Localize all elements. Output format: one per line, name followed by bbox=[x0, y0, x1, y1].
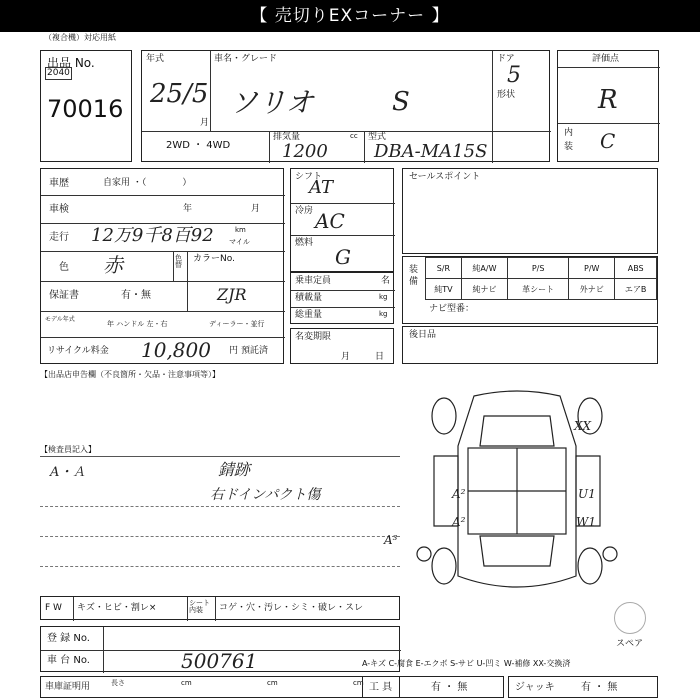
shift-value: AT bbox=[309, 177, 334, 198]
fuel-label: 燃料 bbox=[295, 238, 314, 248]
color-value: 赤 bbox=[103, 253, 123, 277]
mark-a3: A³ bbox=[384, 533, 398, 547]
mile-label: マイル bbox=[229, 238, 250, 246]
rating-score: R bbox=[598, 85, 618, 115]
equip-pw: P/W bbox=[569, 258, 615, 279]
legend-row bbox=[40, 596, 400, 620]
ac-value: AC bbox=[315, 209, 345, 233]
cert-label: 車庫証明用 bbox=[45, 682, 91, 692]
cc-label: cc bbox=[350, 132, 358, 140]
recycle-label: リサイクル料金 bbox=[47, 346, 109, 356]
equip-ps: P/S bbox=[508, 258, 569, 279]
warranty-label: 保証書 bbox=[49, 290, 79, 301]
equipment-box bbox=[402, 256, 658, 324]
legend-fw: F W bbox=[45, 603, 62, 613]
mark-a2-bottom: A² bbox=[452, 515, 466, 529]
lot-label: 出品 No. bbox=[47, 56, 95, 70]
displacement-label: 排気量 bbox=[273, 132, 301, 142]
model-label: 型式 bbox=[368, 132, 387, 142]
recycle-unit: 円 bbox=[229, 346, 239, 356]
weight-label: 総重量 bbox=[295, 310, 323, 320]
weight-unit: kg bbox=[379, 310, 388, 318]
damage-codes: A-キズ C-腐食 E-エクボ S-サビ U-凹ミ W-補修 XX-交換済 bbox=[362, 659, 571, 668]
legend-items-2: コゲ・穴・汚レ・シミ・破レ・スレ bbox=[219, 603, 364, 613]
load-label: 積載量 bbox=[295, 293, 323, 303]
lot-code: 2040 bbox=[47, 68, 70, 78]
name-change-day: 日 bbox=[375, 352, 385, 362]
recycle-value: 10,800 bbox=[141, 338, 211, 362]
model-value: DBA-MA15S bbox=[374, 141, 488, 162]
equip-alloy: 純A/W bbox=[461, 258, 507, 279]
history-label: 車歴 bbox=[49, 178, 69, 189]
mileage-value: 12万9千8百92 bbox=[91, 225, 214, 246]
interior-label-2: 装 bbox=[564, 142, 574, 152]
color-change-label: 色替 bbox=[175, 254, 182, 269]
chassis-value: 500761 bbox=[181, 649, 258, 673]
equip-tv: 純TV bbox=[426, 279, 462, 300]
dealer-label: ディーラー・並行 bbox=[209, 320, 265, 328]
name-change-month: 月 bbox=[341, 352, 351, 362]
equip-navi: 純ナビ bbox=[461, 279, 507, 300]
fuel-value: G bbox=[335, 245, 351, 269]
passengers-label: 乗車定員 bbox=[295, 276, 332, 286]
name-value: ソリオ bbox=[230, 86, 314, 119]
inspection-month: 月 bbox=[251, 204, 261, 214]
mark-w1: W1 bbox=[576, 515, 596, 529]
equip-sr: S/R bbox=[426, 258, 462, 279]
later-items-label: 後日品 bbox=[409, 330, 437, 340]
ac-label: 冷房 bbox=[295, 206, 314, 216]
mark-u1: U1 bbox=[578, 487, 596, 501]
later-items-box bbox=[402, 326, 658, 364]
tools-value: 有 ・ 無 bbox=[431, 682, 468, 693]
passengers-unit: 名 bbox=[381, 276, 391, 286]
equip-airbag: エアB bbox=[615, 279, 657, 300]
equipment-label: 装備 bbox=[409, 265, 419, 287]
lot-number: 70016 bbox=[47, 95, 124, 123]
register-box bbox=[40, 626, 400, 672]
lot-box bbox=[40, 50, 132, 162]
rating-label: 評価点 bbox=[592, 54, 620, 64]
color-label: 色 bbox=[59, 262, 69, 273]
load-unit: kg bbox=[379, 293, 388, 301]
history-box bbox=[40, 168, 284, 364]
warranty-value: 有・無 bbox=[121, 290, 151, 301]
vehicle-box bbox=[141, 50, 550, 162]
inspector-note-3: 右ドインパクト傷 bbox=[210, 487, 321, 503]
jack-box bbox=[508, 676, 658, 698]
sales-point-box bbox=[402, 168, 658, 254]
mark-a2-top: A² bbox=[452, 487, 466, 501]
cm-label-3: cm bbox=[353, 679, 364, 687]
inspector-note-1: A・Ａ bbox=[50, 465, 86, 480]
spare-label: スペア bbox=[616, 639, 644, 649]
form-header: （複合機）対応用紙 bbox=[44, 33, 116, 42]
equip-ext-navi: 外ナビ bbox=[569, 279, 615, 300]
mileage-label: 走行 bbox=[49, 232, 69, 243]
interior-value: C bbox=[600, 129, 616, 153]
equip-abs: ABS bbox=[615, 258, 657, 279]
inspector-label: 【検査員記入】 bbox=[40, 445, 96, 454]
car-diagram bbox=[404, 386, 630, 606]
inspection-year: 年 bbox=[183, 204, 193, 214]
spare-tire-icon bbox=[614, 602, 646, 634]
capacity-box bbox=[290, 272, 394, 324]
cm-label-1: cm bbox=[181, 679, 192, 687]
navi-label: ナビ型番： bbox=[429, 304, 475, 314]
chassis-label: 車 台 No. bbox=[47, 655, 90, 666]
name-change-box bbox=[290, 328, 394, 364]
equip-leather: 革シート bbox=[508, 279, 569, 300]
legend-seat: シート内装 bbox=[189, 599, 210, 614]
door-value: 5 bbox=[507, 63, 521, 88]
name-label: 車名・グレード bbox=[214, 54, 278, 64]
recycle-status: 預託済 bbox=[241, 346, 269, 356]
handle-label: 年 ハンドル 左・右 bbox=[107, 320, 168, 328]
mark-xx: XX bbox=[574, 419, 592, 433]
register-label: 登 録 No. bbox=[47, 633, 90, 644]
interior-label-1: 内 bbox=[564, 128, 574, 138]
history-value: 自家用 ・（ ） bbox=[103, 178, 192, 188]
defects-label: 【出品店申告欄（不良箇所・欠品・注意事項等）】 bbox=[40, 370, 220, 379]
jack-value: 有 ・ 無 bbox=[581, 682, 618, 693]
equipment-table bbox=[425, 257, 657, 300]
year-label: 年式 bbox=[146, 54, 165, 64]
legend-items-1: キズ・ヒビ・割レ× bbox=[77, 603, 157, 613]
shift-label: シフト bbox=[295, 172, 323, 182]
door-label: ドア bbox=[497, 54, 515, 64]
inspector-note-2: 錆跡 bbox=[218, 460, 251, 479]
shape-label: 形状 bbox=[497, 90, 516, 100]
year-suffix: 月 bbox=[200, 118, 210, 128]
inspection-label: 車検 bbox=[49, 204, 69, 215]
km-label: km bbox=[235, 226, 246, 234]
jack-label: ジャッキ bbox=[515, 682, 555, 693]
tools-label: 工 具 bbox=[369, 682, 393, 693]
drive-label: 2WD ・ 4WD bbox=[166, 140, 231, 151]
color-no-value: ZJR bbox=[217, 285, 247, 304]
displacement-value: 1200 bbox=[282, 141, 328, 162]
length-label: 長さ bbox=[111, 679, 125, 687]
sales-point-label: セールスポイント bbox=[409, 172, 481, 182]
shift-box bbox=[290, 168, 394, 272]
tools-box bbox=[362, 676, 504, 698]
rating-box bbox=[557, 50, 659, 162]
color-no-label: カラーNo. bbox=[193, 254, 235, 264]
page-banner: 【 売切りEXコーナー 】 bbox=[0, 0, 700, 32]
grade-value: S bbox=[392, 87, 410, 117]
cert-box bbox=[40, 676, 400, 698]
cm-label-2: cm bbox=[267, 679, 278, 687]
model-change-label: モデル年式 bbox=[45, 316, 75, 323]
year-value: 25/5 bbox=[150, 79, 209, 109]
name-change-label: 名変期限 bbox=[295, 332, 332, 342]
